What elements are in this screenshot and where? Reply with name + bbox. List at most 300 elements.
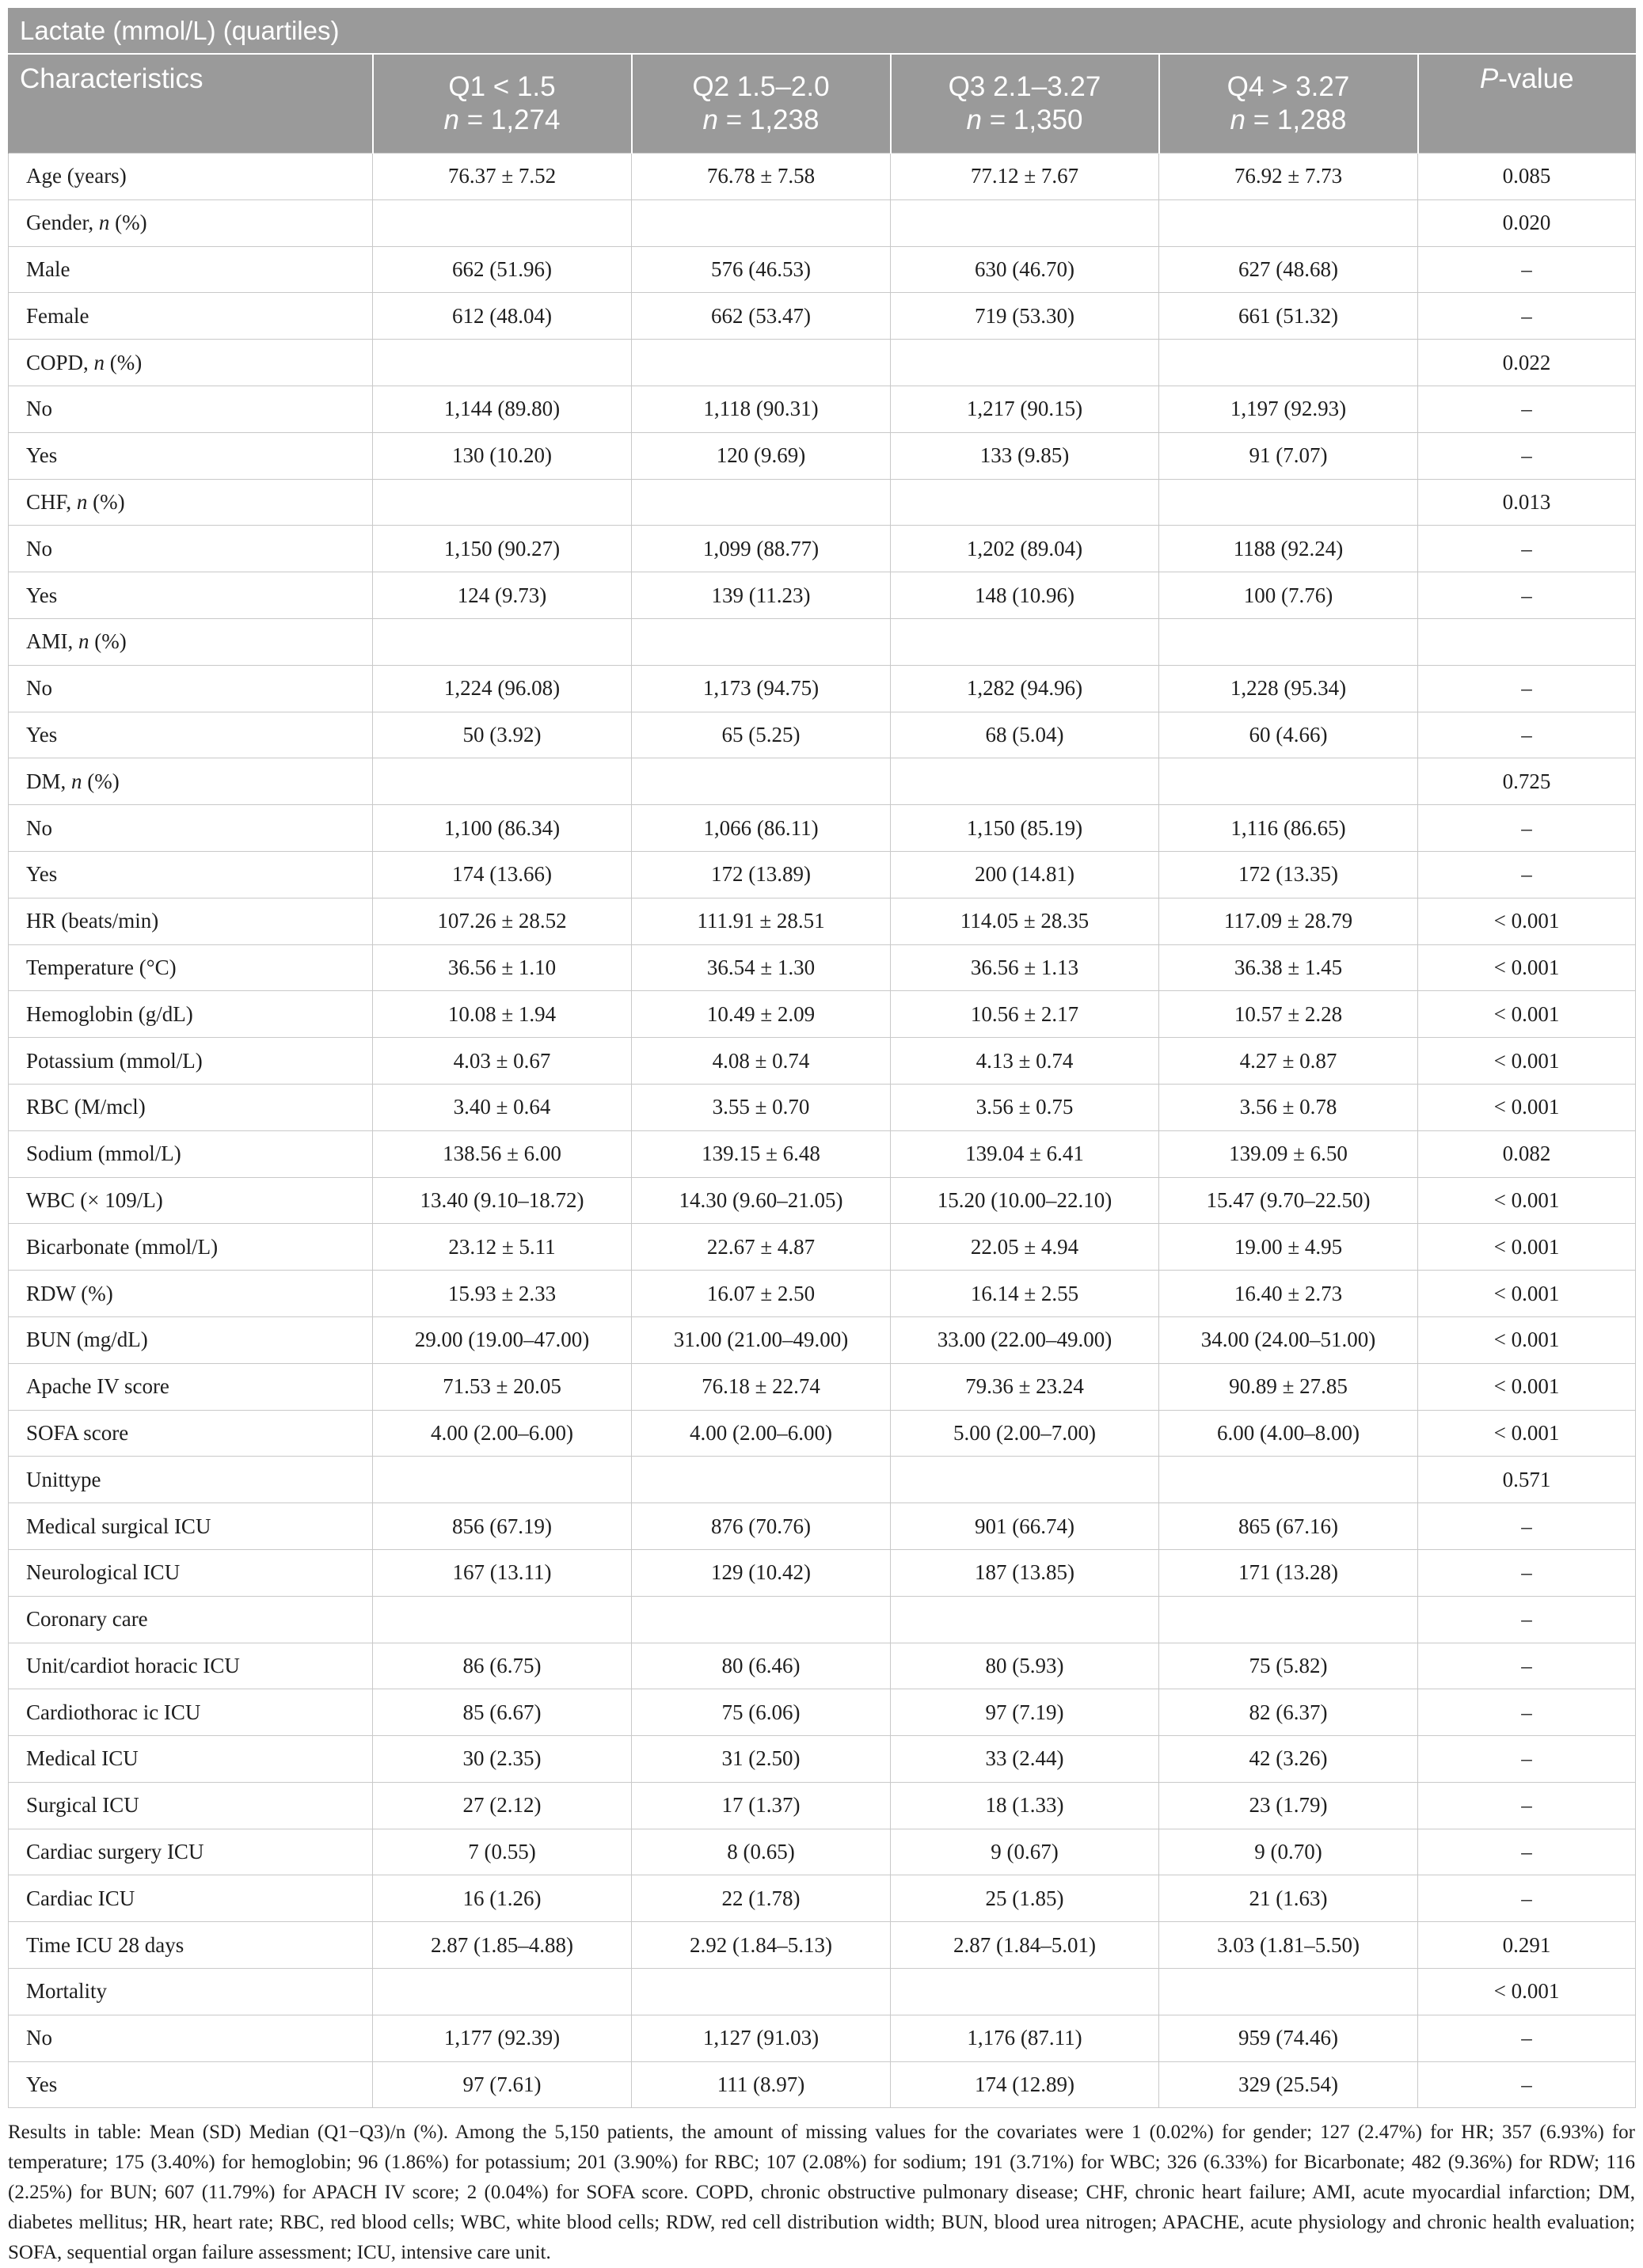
value-cell-q3: 139.04 ± 6.41 (891, 1130, 1159, 1177)
value-cell-q2: 1,099 (88.77) (632, 526, 891, 572)
row-label (9, 2061, 373, 2108)
value-cell-q4: 42 (3.26) (1159, 1736, 1418, 1783)
p-value-cell: < 0.001 (1418, 1410, 1636, 1457)
row-label-text: Apache IV score (26, 1374, 169, 1399)
row-label-suffix: (%) (89, 629, 127, 654)
p-value-cell: – (1418, 1503, 1636, 1550)
column-header-text: Q3 2.1–3.27 (948, 71, 1101, 102)
value-cell-q3: 97 (7.19) (891, 1689, 1159, 1736)
row-label (9, 1643, 373, 1689)
value-cell-q2: 10.49 ± 2.09 (632, 991, 891, 1038)
value-cell-q4: 4.27 ± 0.87 (1159, 1038, 1418, 1085)
row-label (9, 1549, 373, 1596)
row-label-text: Gender, (26, 211, 99, 235)
p-value-cell: < 0.001 (1418, 944, 1636, 991)
value-cell-q3: 68 (5.04) (891, 712, 1159, 758)
value-cell-q1: 97 (7.61) (373, 2061, 632, 2108)
value-cell-q3 (891, 618, 1159, 665)
table-row (9, 665, 1636, 712)
value-cell-q2: 1,066 (86.11) (632, 805, 891, 852)
row-label-text: Medical surgical ICU (26, 1514, 211, 1538)
column-header-label (20, 63, 203, 94)
column-header-n (1171, 104, 1406, 137)
value-cell-q4: 661 (51.32) (1159, 293, 1418, 340)
value-cell-q1: 4.03 ± 0.67 (373, 1038, 632, 1085)
table-row (9, 293, 1636, 340)
value-cell-q3: 901 (66.74) (891, 1503, 1159, 1550)
p-value-cell: – (1418, 805, 1636, 852)
column-header-n-value: = 1,350 (981, 104, 1083, 135)
p-value-cell: 0.085 (1418, 154, 1636, 200)
value-cell-q4 (1159, 1457, 1418, 1503)
value-cell-q4: 9 (0.70) (1159, 1829, 1418, 1875)
value-cell-q4: 171 (13.28) (1159, 1549, 1418, 1596)
row-label-text: HR (beats/min) (26, 909, 159, 933)
p-value-cell (1418, 618, 1636, 665)
row-label-text: Unit/cardiot horacic ICU (26, 1653, 240, 1677)
row-label-text: Potassium (mmol/L) (26, 1048, 203, 1073)
p-value-cell: 0.022 (1418, 340, 1636, 386)
column-header-n (644, 104, 879, 137)
value-cell-q4: 91 (7.07) (1159, 432, 1418, 479)
row-label (9, 154, 373, 200)
value-cell-q1: 1,224 (96.08) (373, 665, 632, 712)
row-label (9, 805, 373, 852)
row-label (9, 1922, 373, 1969)
column-header-row (9, 54, 1636, 154)
table-row (9, 2061, 1636, 2108)
p-value-cell: – (1418, 246, 1636, 293)
value-cell-q2: 111.91 ± 28.51 (632, 898, 891, 944)
value-cell-q1 (373, 618, 632, 665)
value-cell-q1: 27 (2.12) (373, 1782, 632, 1829)
row-label-text: Neurological ICU (26, 1560, 181, 1585)
column-header-label (1227, 71, 1350, 102)
value-cell-q3: 4.13 ± 0.74 (891, 1038, 1159, 1085)
value-cell-q1: 2.87 (1.85–4.88) (373, 1922, 632, 1969)
value-cell-q3: 33.00 (22.00–49.00) (891, 1316, 1159, 1363)
value-cell-q4: 34.00 (24.00–51.00) (1159, 1316, 1418, 1363)
value-cell-q1: 1,100 (86.34) (373, 805, 632, 852)
value-cell-q1: 86 (6.75) (373, 1643, 632, 1689)
table-row (9, 432, 1636, 479)
table-row (9, 1130, 1636, 1177)
row-label (9, 2015, 373, 2061)
column-header-text: Characteristics (20, 63, 203, 94)
row-label (9, 246, 373, 293)
table-row (9, 1503, 1636, 1550)
row-label-text: RDW (%) (26, 1281, 113, 1305)
row-label (9, 1689, 373, 1736)
value-cell-q1: 76.37 ± 7.52 (373, 154, 632, 200)
value-cell-q4: 1,197 (92.93) (1159, 386, 1418, 432)
value-cell-q2: 31.00 (21.00–49.00) (632, 1316, 891, 1363)
value-cell-q3: 9 (0.67) (891, 1829, 1159, 1875)
p-value-cell: – (1418, 293, 1636, 340)
p-value-cell: < 0.001 (1418, 898, 1636, 944)
row-label-text: Yes (26, 722, 58, 747)
value-cell-q3 (891, 340, 1159, 386)
row-label-text: Mortality (26, 1979, 107, 2004)
value-cell-q2 (632, 618, 891, 665)
row-label (9, 1736, 373, 1783)
row-label (9, 1457, 373, 1503)
table-row (9, 1689, 1636, 1736)
value-cell-q2: 139 (11.23) (632, 572, 891, 619)
value-cell-q3 (891, 1969, 1159, 2015)
table-row (9, 154, 1636, 200)
row-label (9, 572, 373, 619)
p-value-cell: – (1418, 1829, 1636, 1875)
value-cell-q3: 133 (9.85) (891, 432, 1159, 479)
value-cell-q4: 3.03 (1.81–5.50) (1159, 1922, 1418, 1969)
value-cell-q4: 23 (1.79) (1159, 1782, 1418, 1829)
column-header-n-symbol: n (443, 104, 459, 135)
table-row (9, 1316, 1636, 1363)
table-title-row (9, 9, 1636, 55)
value-cell-q3: 114.05 ± 28.35 (891, 898, 1159, 944)
value-cell-q4: 865 (67.16) (1159, 1503, 1418, 1550)
row-label (9, 618, 373, 665)
value-cell-q2: 17 (1.37) (632, 1782, 891, 1829)
value-cell-q3 (891, 199, 1159, 246)
table-row (9, 1922, 1636, 1969)
value-cell-q1: 3.40 ± 0.64 (373, 1084, 632, 1130)
value-cell-q2: 80 (6.46) (632, 1643, 891, 1689)
p-value-cell: 0.020 (1418, 199, 1636, 246)
table-row (9, 898, 1636, 944)
value-cell-q3: 79.36 ± 23.24 (891, 1363, 1159, 1410)
row-label-text: Bicarbonate (mmol/L) (26, 1234, 219, 1259)
row-label-text: AMI, (26, 629, 78, 654)
column-header-n-value: = 1,238 (717, 104, 820, 135)
row-label-text: Female (26, 303, 89, 328)
row-label (9, 758, 373, 805)
value-cell-q3 (891, 1457, 1159, 1503)
row-label (9, 1875, 373, 1922)
table-row (9, 1410, 1636, 1457)
value-cell-q3: 174 (12.89) (891, 2061, 1159, 2108)
row-label-text: Yes (26, 583, 58, 607)
value-cell-q4: 1,228 (95.34) (1159, 665, 1418, 712)
column-header-n-value: = 1,274 (458, 104, 561, 135)
value-cell-q2: 65 (5.25) (632, 712, 891, 758)
p-value-cell: – (1418, 432, 1636, 479)
column-header-4 (1159, 54, 1418, 154)
row-label-text: Medical ICU (26, 1746, 139, 1771)
value-cell-q3: 5.00 (2.00–7.00) (891, 1410, 1159, 1457)
value-cell-q1: 130 (10.20) (373, 432, 632, 479)
row-label (9, 293, 373, 340)
value-cell-q1: 612 (48.04) (373, 293, 632, 340)
table-row (9, 1177, 1636, 1224)
p-value-cell: – (1418, 712, 1636, 758)
value-cell-q1 (373, 479, 632, 526)
row-label-text: Yes (26, 2072, 58, 2097)
table-row (9, 246, 1636, 293)
value-cell-q3: 200 (14.81) (891, 851, 1159, 898)
value-cell-q2: 76.18 ± 22.74 (632, 1363, 891, 1410)
row-label (9, 712, 373, 758)
table-row (9, 991, 1636, 1038)
value-cell-q4: 76.92 ± 7.73 (1159, 154, 1418, 200)
value-cell-q4 (1159, 758, 1418, 805)
value-cell-q2: 576 (46.53) (632, 246, 891, 293)
p-value-cell: < 0.001 (1418, 991, 1636, 1038)
row-label-italic: n (78, 629, 89, 654)
row-label (9, 1177, 373, 1224)
row-label-suffix: (%) (82, 769, 120, 793)
column-header-2 (632, 54, 891, 154)
value-cell-q4: 21 (1.63) (1159, 1875, 1418, 1922)
row-label (9, 1410, 373, 1457)
row-label (9, 1224, 373, 1271)
table-container (8, 8, 1635, 2268)
value-cell-q3: 10.56 ± 2.17 (891, 991, 1159, 1038)
table-row (9, 1271, 1636, 1317)
value-cell-q4: 100 (7.76) (1159, 572, 1418, 619)
row-label (9, 1829, 373, 1875)
p-value-cell: < 0.001 (1418, 1316, 1636, 1363)
value-cell-q1: 1,150 (90.27) (373, 526, 632, 572)
row-label-italic: n (76, 489, 88, 514)
value-cell-q2: 129 (10.42) (632, 1549, 891, 1596)
row-label (9, 526, 373, 572)
p-value-cell: – (1418, 526, 1636, 572)
value-cell-q4: 60 (4.66) (1159, 712, 1418, 758)
column-header-3 (891, 54, 1159, 154)
value-cell-q1 (373, 1969, 632, 2015)
value-cell-q3: 1,202 (89.04) (891, 526, 1159, 572)
table-row (9, 386, 1636, 432)
table-row (9, 1038, 1636, 1085)
value-cell-q2: 22.67 ± 4.87 (632, 1224, 891, 1271)
row-label-italic: n (93, 350, 105, 374)
value-cell-q4: 75 (5.82) (1159, 1643, 1418, 1689)
value-cell-q1: 167 (13.11) (373, 1549, 632, 1596)
row-label (9, 1130, 373, 1177)
p-value-cell: 0.291 (1418, 1922, 1636, 1969)
table-row (9, 1084, 1636, 1130)
row-label (9, 898, 373, 944)
row-label-text: No (26, 397, 52, 421)
column-header-n-symbol: n (1230, 104, 1246, 135)
row-label-text: DM, (26, 769, 72, 793)
row-label-text: No (26, 2026, 52, 2050)
value-cell-q2: 662 (53.47) (632, 293, 891, 340)
value-cell-q1: 1,177 (92.39) (373, 2015, 632, 2061)
p-value-cell: – (1418, 1782, 1636, 1829)
column-header-label (1480, 63, 1574, 94)
row-label (9, 1271, 373, 1317)
row-label-suffix: (%) (109, 211, 147, 235)
p-value-cell: – (1418, 2061, 1636, 2108)
row-label (9, 199, 373, 246)
value-cell-q2: 1,173 (94.75) (632, 665, 891, 712)
p-value-cell: – (1418, 851, 1636, 898)
table-row (9, 805, 1636, 852)
p-value-cell: 0.082 (1418, 1130, 1636, 1177)
value-cell-q4: 15.47 (9.70–22.50) (1159, 1177, 1418, 1224)
row-label (9, 1782, 373, 1829)
column-header-n-symbol: n (966, 104, 982, 135)
p-value-cell: – (1418, 1875, 1636, 1922)
row-label-text: Time ICU 28 days (26, 1932, 184, 1957)
value-cell-q1: 30 (2.35) (373, 1736, 632, 1783)
value-cell-q2 (632, 340, 891, 386)
value-cell-q1: 85 (6.67) (373, 1689, 632, 1736)
row-label-text: Cardiac ICU (26, 1886, 135, 1910)
column-header-italic: P (1479, 63, 1499, 94)
value-cell-q1: 4.00 (2.00–6.00) (373, 1410, 632, 1457)
value-cell-q1: 662 (51.96) (373, 246, 632, 293)
value-cell-q1: 124 (9.73) (373, 572, 632, 619)
column-header-text: Q2 1.5–2.0 (692, 71, 830, 102)
row-label-italic: n (98, 211, 110, 235)
p-value-cell: 0.725 (1418, 758, 1636, 805)
table-footnote: Results in table: Mean (SD) Median (Q1−Q3)/n (%). Among the 5,150 patients, the amount of missing values for the covariates were 1 (0.02%) for gender; 127 (2.47%) for HR; 357 (6.93%) for temperature; 175 (3.40%) for hemoglobin; 96 (1.86%) for potassium; 201 (3.90%) for RBC; 107 (2.08%) for sodium; 191 (3.71%) for WBC; 326 (6.33%) for Bicarbonate; 482 (9.36%) for RDW; 116 (2.25%) for BUN; 607 (11.79%) for APACH IV score; 2 (0.04%) for SOFA score. COPD, chronic obstructive pulmonary disease; CHF, chronic heart failure; AMI, acute myocardial infarction; DM, diabetes mellitus; HR, heart rate; RBC, red blood cells; WBC, white blood cells; RDW, red cell distribution width; BUN, blood urea nitrogen; APACHE, acute physiology and chronic health evaluation; SOFA, sequential organ failure assessment; ICU, intensive care unit. (8, 2122, 1635, 2264)
value-cell-q2: 876 (70.76) (632, 1503, 891, 1550)
value-cell-q1: 10.08 ± 1.94 (373, 991, 632, 1038)
value-cell-q2: 14.30 (9.60–21.05) (632, 1177, 891, 1224)
value-cell-q3: 33 (2.44) (891, 1736, 1159, 1783)
value-cell-q2: 120 (9.69) (632, 432, 891, 479)
table-row (9, 1643, 1636, 1689)
row-label-text: Yes (26, 862, 58, 887)
row-label (9, 340, 373, 386)
row-label-text: CHF, (26, 489, 77, 514)
p-value-cell: < 0.001 (1418, 1363, 1636, 1410)
table-row (9, 1457, 1636, 1503)
row-label-text: Male (26, 256, 70, 281)
value-cell-q1: 7 (0.55) (373, 1829, 632, 1875)
value-cell-q4 (1159, 479, 1418, 526)
row-label-text: Cardiac surgery ICU (26, 1840, 204, 1864)
row-label (9, 944, 373, 991)
value-cell-q4 (1159, 199, 1418, 246)
value-cell-q3: 77.12 ± 7.67 (891, 154, 1159, 200)
value-cell-q2: 172 (13.89) (632, 851, 891, 898)
value-cell-q4: 1188 (92.24) (1159, 526, 1418, 572)
table-title: Lactate (mmol/L) (quartiles) (9, 9, 1636, 55)
p-value-cell: – (1418, 665, 1636, 712)
value-cell-q1: 16 (1.26) (373, 1875, 632, 1922)
table-row (9, 2015, 1636, 2061)
value-cell-q4: 36.38 ± 1.45 (1159, 944, 1418, 991)
table-row (9, 572, 1636, 619)
p-value-cell: – (1418, 1596, 1636, 1643)
value-cell-q4: 172 (13.35) (1159, 851, 1418, 898)
value-cell-q2 (632, 758, 891, 805)
row-label (9, 386, 373, 432)
table-row (9, 1363, 1636, 1410)
p-value-cell: < 0.001 (1418, 1084, 1636, 1130)
value-cell-q3: 148 (10.96) (891, 572, 1159, 619)
value-cell-q4: 3.56 ± 0.78 (1159, 1084, 1418, 1130)
value-cell-q4: 329 (25.54) (1159, 2061, 1418, 2108)
p-value-cell: – (1418, 1736, 1636, 1783)
value-cell-q1: 50 (3.92) (373, 712, 632, 758)
value-cell-q1: 856 (67.19) (373, 1503, 632, 1550)
value-cell-q1: 29.00 (19.00–47.00) (373, 1316, 632, 1363)
table-row (9, 1875, 1636, 1922)
row-label-text: No (26, 536, 52, 560)
table-row (9, 712, 1636, 758)
value-cell-q1: 71.53 ± 20.05 (373, 1363, 632, 1410)
p-value-cell: – (1418, 1643, 1636, 1689)
row-label-text: Yes (26, 443, 58, 468)
value-cell-q3: 36.56 ± 1.13 (891, 944, 1159, 991)
row-label (9, 432, 373, 479)
p-value-cell: < 0.001 (1418, 1969, 1636, 2015)
table-row (9, 1829, 1636, 1875)
value-cell-q1: 107.26 ± 28.52 (373, 898, 632, 944)
value-cell-q2: 4.00 (2.00–6.00) (632, 1410, 891, 1457)
value-cell-q3: 187 (13.85) (891, 1549, 1159, 1596)
row-label (9, 1316, 373, 1363)
p-value-cell: – (1418, 386, 1636, 432)
value-cell-q4: 10.57 ± 2.28 (1159, 991, 1418, 1038)
value-cell-q2: 76.78 ± 7.58 (632, 154, 891, 200)
value-cell-q1 (373, 1596, 632, 1643)
row-label (9, 1363, 373, 1410)
value-cell-q3: 630 (46.70) (891, 246, 1159, 293)
table-row (9, 526, 1636, 572)
value-cell-q3 (891, 479, 1159, 526)
value-cell-q3 (891, 1596, 1159, 1643)
row-label (9, 991, 373, 1038)
p-value-cell: – (1418, 1549, 1636, 1596)
row-label (9, 665, 373, 712)
row-label-text: SOFA score (26, 1420, 129, 1445)
row-label-text: COPD, (26, 350, 94, 374)
value-cell-q3: 1,176 (87.11) (891, 2015, 1159, 2061)
value-cell-q2: 16.07 ± 2.50 (632, 1271, 891, 1317)
column-header-n-value: = 1,288 (1245, 104, 1347, 135)
row-label-text: Surgical ICU (26, 1793, 139, 1818)
table-row (9, 851, 1636, 898)
value-cell-q1 (373, 758, 632, 805)
table-row (9, 618, 1636, 665)
row-label-text: Temperature (°C) (26, 955, 177, 979)
row-label-text: No (26, 815, 52, 840)
row-label-italic: n (71, 769, 82, 793)
value-cell-q3: 2.87 (1.84–5.01) (891, 1922, 1159, 1969)
value-cell-q2: 3.55 ± 0.70 (632, 1084, 891, 1130)
row-label-suffix: (%) (105, 350, 143, 374)
column-header-label (448, 71, 555, 102)
value-cell-q3: 25 (1.85) (891, 1875, 1159, 1922)
value-cell-q4 (1159, 618, 1418, 665)
value-cell-q3: 1,217 (90.15) (891, 386, 1159, 432)
column-header-n-symbol: n (702, 104, 718, 135)
table-row (9, 340, 1636, 386)
p-value-cell: 0.013 (1418, 479, 1636, 526)
p-value-cell: < 0.001 (1418, 1224, 1636, 1271)
column-header-n (903, 104, 1147, 137)
value-cell-q3: 80 (5.93) (891, 1643, 1159, 1689)
value-cell-q1 (373, 199, 632, 246)
table-row (9, 199, 1636, 246)
column-header-1 (373, 54, 632, 154)
value-cell-q4: 139.09 ± 6.50 (1159, 1130, 1418, 1177)
p-value-cell: < 0.001 (1418, 1177, 1636, 1224)
value-cell-q3: 16.14 ± 2.55 (891, 1271, 1159, 1317)
table-row (9, 1736, 1636, 1783)
value-cell-q3: 3.56 ± 0.75 (891, 1084, 1159, 1130)
value-cell-q3: 18 (1.33) (891, 1782, 1159, 1829)
table-row (9, 758, 1636, 805)
